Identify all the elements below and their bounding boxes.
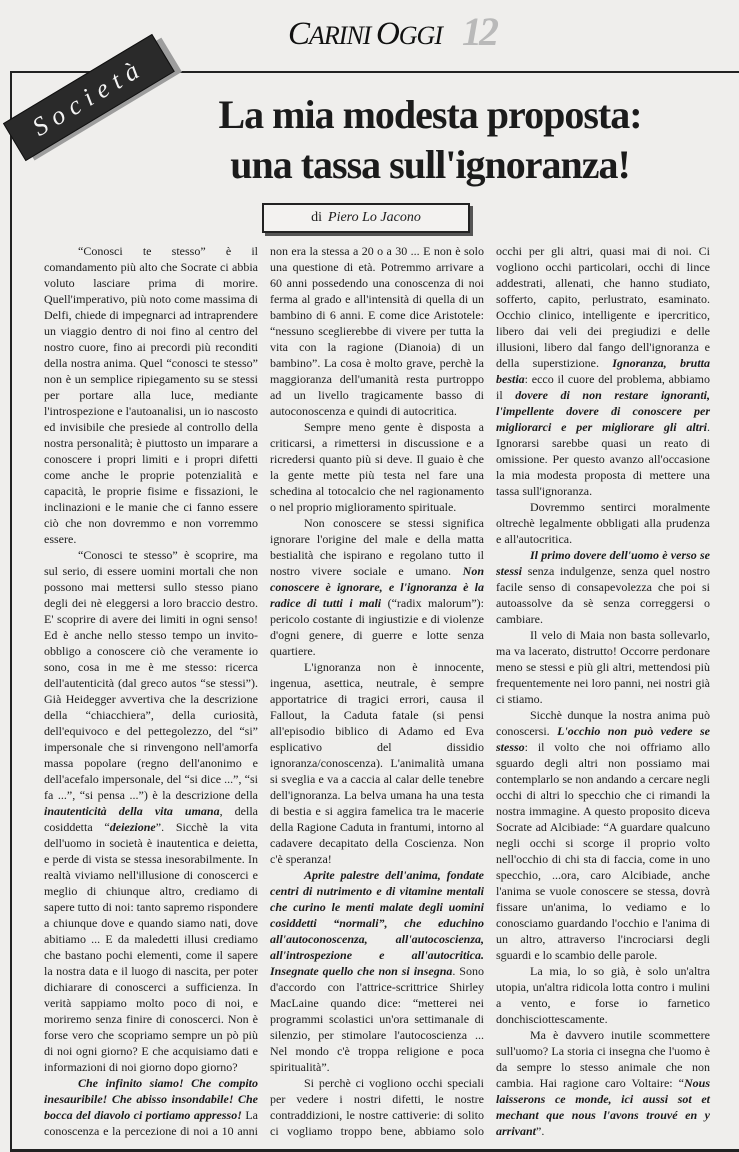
title-initial: C bbox=[288, 16, 310, 52]
emphasized-text: Ignoranza, brutta bestia bbox=[496, 356, 710, 386]
emphasized-text: Che infinito siamo! Che compito inesauribile! Che abisso insondabile! Che bocca del diavolo ci portiamo appresso! bbox=[44, 1076, 258, 1122]
article-paragraph bbox=[44, 547, 258, 1075]
paragraph-text: L'ignoranza non è innocente, ingenua, asettica, neutrale, è sempre apportatrice di tragici errori, causa il Fallout, la Caduta fatale (si pensi all'episodio biblico di Adamo ed Eva esplicativo del dissidio ignoranza/conoscenza). L'animalità umana si sveglia e va a caccia al calar delle tenebre dell'ignoranza. La belva umana ha una testa di bestia e si aggira famelica tra le macerie della Ragione Caduta in frantumi, intorno al cadavere decapitato della Coscienza. Non c'è speranza! bbox=[270, 660, 484, 866]
paragraph-text: Sempre meno gente è disposta a criticarsi, a rimettersi in discussione e a ricredersi quanto più si deve. Il guaio è che la gente mette più testa nel fare una schedina al totocalcio che nel ragionamento o nel proprio miglioramento spirituale. bbox=[270, 420, 484, 514]
article-paragraph bbox=[270, 659, 484, 867]
article-frame bbox=[10, 71, 739, 1152]
emphasized-text: inautenticità della vita umana bbox=[44, 804, 220, 818]
emphasized-text: Il primo dovere dell'uomo è verso se stessi bbox=[496, 548, 710, 578]
article-paragraph bbox=[270, 515, 484, 659]
article-paragraph bbox=[270, 419, 484, 515]
byline-prefix: di bbox=[311, 210, 323, 225]
article-paragraph bbox=[496, 1027, 710, 1139]
paragraph-text: Ma è davvero inutile scommettere sull'uomo? La storia ci insegna che l'uomo è da sempre lo stesso animale che non cambia. Hai ragione caro Voltaire: “ bbox=[496, 1028, 710, 1090]
article-paragraph bbox=[270, 867, 484, 1075]
emphasized-text: Aprite palestre dell'anima, fondate centri di nutrimento e di vitamine mentali che curino le menti malate degli uomini cosiddetti “normali”, che educhino all'autoconoscenza, all'autocoscienza, all'introspezione e all'autocritica. Insegnate quello che non si insegna bbox=[270, 868, 484, 978]
page-number: 12 bbox=[462, 9, 496, 54]
headline-line-1: La mia modesta proposta: bbox=[218, 92, 642, 137]
emphasized-text: dovere di non restare ignoranti, l'impellente dovere di conoscere per migliorarci e per migliorare gli altri bbox=[496, 388, 710, 434]
paragraph-text: . Sono d'accordo con l'attrice-scrittrice Shirley MacLaine quando dice: “metterei nei programmi scolastici un'ora settimanale di silenzio, per stimolare l'autocoscienza ... Nel mondo c'è troppa religione e poca spiritualità”. bbox=[270, 964, 484, 1074]
paragraph-text: Non conoscere se stessi significa ignorare l'origine del male e della matta bestialità che ispirano e regolano tutto il nostro vivere sociale e umano. bbox=[270, 516, 484, 578]
byline bbox=[262, 203, 470, 233]
paragraph-text: Dovremmo sentirci moralmente oltrechè legalmente obbligati alla prudenza e all'autocritica. bbox=[496, 500, 710, 546]
article-body bbox=[44, 243, 710, 1139]
paragraph-text: senza indulgenze, senza quel nostro facile senso di consapevolezza che poi si autoassolve da sè senza correggersi o cambiare. bbox=[496, 564, 710, 626]
emphasized-text: Nous laisserons ce monde, ici aussi sot et mechant que nous l'avons trouvé en y arrivant bbox=[496, 1076, 710, 1138]
paragraph-text: “Conosci te stesso” è il comandamento più alto che Socrate ci abbia voluto lasciare prima di morire. Quell'imperativo, più noto come massima di Delfi, chiede di impegnarci ad intraprendere un viaggio dentro di noi fino al centro del nostro cuore, fino ai precordi più reconditi della nostra anima. Quel “conosci te stesso” non è un semplice ripiegamento su se stessi per portare alla luce, mediante l'introspezione e l'autoanalisi, un io nascosto ed invisibile che presiede al controllo della nostra personalità; è piuttosto un imparare a conoscere i propri limiti e i propri difetti come anche le proprie potenzialità e capacità, le proprie fisime e fissazioni, le inclinazioni e le manie che ci fanno essere ciò che non dovremmo e non vorremmo essere. bbox=[44, 244, 258, 546]
article-paragraph bbox=[496, 707, 710, 963]
article-paragraph bbox=[496, 627, 710, 707]
headline-line-2: una tassa sull'ignoranza! bbox=[230, 142, 630, 187]
paragraph-text: “Conosci te stesso” è scoprire, ma sul serio, di essere uomini mortali che non possono mai mettersi sullo stesso piano degli dei nè eleggersi a loro braccio destro. E' scoprire di avere dei limiti in ogni senso! Ed è anche nello stesso tempo un invito-obbligo a conoscere ciò che veramente io sono, cosa in me è me stesso: ricerca dell'autenticità (dal greco autos “se stessi”). Già Heidegger avvertiva che la descrizione della “chiacchiera”, della curiosità, dell'equivoco e del pettegolezzo, del “si” impersonale che si rinvengono nell'amorfa massa popolare (regno dell'anonimo e dell'acefalo impersonale, del “si dice ...”, “si fa ...”, “si pensa ...”) è la descrizione della bbox=[44, 548, 258, 802]
article-paragraph bbox=[496, 963, 710, 1027]
paragraph-text: . Ignorarsi sarebbe quasi un reato di omissione. Per questo avanzo all'occasione la mia modesta proposta di mettere una tassa sull'ignoranza. bbox=[496, 420, 710, 498]
title-rest: ARINI bbox=[309, 21, 376, 50]
masthead bbox=[0, 4, 739, 56]
paragraph-text: : ecco il cuore del problema, abbiamo il bbox=[496, 372, 710, 402]
paragraph-text: Sicchè dunque la nostra anima può conoscersi. bbox=[496, 708, 710, 738]
headline bbox=[180, 90, 680, 190]
title-rest-2: GGI bbox=[398, 21, 442, 50]
paragraph-text: La mia, lo so già, è solo un'altra utopia, un'altra ridicola lotta contro i mulini a vento, e forse io farnetico donchisciottescamente. bbox=[496, 964, 710, 1026]
emphasized-text: L'occhio non può vedere se stesso bbox=[496, 724, 710, 754]
section-tag-label: Società bbox=[3, 34, 175, 161]
paragraph-text: Il velo di Maia non basta sollevarlo, ma va lacerato, distrutto! Occorre perdonare meno se stessi e più gli altri, mettendosi più frequentemente nei loro panni, nei nostri già ci stiamo. bbox=[496, 628, 710, 706]
paragraph-text: Si perchè ci vogliono occhi speciali per vedere i nostri difetti, le nostre contraddizioni, le nostre cattiverie: di solito ci vogliamo troppo bene, abbiamo solo occhi per gli altri, quasi mai di noi. Ci vogliono occhi particolari, occhi di lince addestrati, allenati, che hanno studiato, sofferto, capito, perlustrato, esaminato. Occhio clinico, intelligente e ipercritico, libero dai veli dei pregiudizi e delle illusioni, libero dal fango dell'ignoranza e della superstizione. bbox=[270, 244, 710, 1138]
article-paragraph bbox=[496, 499, 710, 547]
paragraph-text: ”. bbox=[536, 1124, 545, 1138]
article-paragraph bbox=[496, 547, 710, 627]
paragraph-text: La conoscenza e la percezione di noi a 10 anni non era la stessa a 20 o a 30 ... E non è solo una questione di età. Potremmo arrivare a 60 anni possedendo una conoscenza di noi ferma al grado e all'intensità di quella di un bambino di 6 anni. E come dice Aristotele: “nessuno sceglierebbe di vivere per tutta la vita con la ragione (Dianoia) di un bambino”. La cosa è molto grave, perchè la maggioranza dell'umanità resta purtroppo ad un livello tragicamente basso di autoconoscenza e quindi di autocritica. bbox=[44, 244, 484, 1138]
paragraph-text: ”. Sicchè la vita dell'uomo in società è inautentica e deietta, e perde di vista se stessa inesorabilmente. In realtà viviamo nell'illusione di conoscerci e meglio di chiunque altro, crediamo di sapere tutto di noi: tanto sapremo rispondere a chiunque dove e quando siamo nati, dove abitiamo ... E da maledetti illusi crediamo che bastano pochi elementi, come il sapere la nostra data e il luogo di nascita, per poter dichiarare di conoscerci a sufficienza. In verità sappiamo molto poco di noi, e moriremo senza finire di conoscerci. Non è forse vero che scopriamo sempre un pò più di noi ogni giorno? E che acquisiamo dati e informazioni di noi giorno dopo giorno? bbox=[44, 820, 259, 1074]
byline-author: Piero Lo Jacono bbox=[328, 210, 421, 225]
emphasized-text: Non conoscere è ignorare, e l'ignoranza è la radice di tutti i mali bbox=[270, 564, 484, 610]
article-paragraph bbox=[44, 243, 258, 547]
title-initial-2: O bbox=[375, 16, 399, 52]
newspaper-title bbox=[288, 16, 442, 53]
paragraph-text: , della cosiddetta “ bbox=[44, 804, 258, 834]
paragraph-text: : il volto che noi offriamo allo sguardo degli altri non possiamo mai contemplarlo se non andando a cercare negli occhi di altri lo specchio che ci rimandi la nostra immagine. A questo proposito diceva Socrate ad Alcibiade: “A guardare qualcuno negli occhi si scorge il proprio volto nell'occhio di chi sta di faccia, come in uno specchio, ...ora, caro Alcibiade, anche l'anima se vuole conoscere se stessa, dovrà fissare un'anima, lo vediamo e lo conosciamo guardando l'occhio e l'anima di un altro, attraverso l'incrociarsi degli sguardi e lo scambio delle parole. bbox=[496, 740, 710, 962]
emphasized-text: deiezione bbox=[109, 820, 156, 834]
paragraph-text: (“radix malorum”): pericolo costante di ingiustizie e di violenze d'ogni genere, di guerre e lotte senza quartiere. bbox=[270, 596, 484, 658]
